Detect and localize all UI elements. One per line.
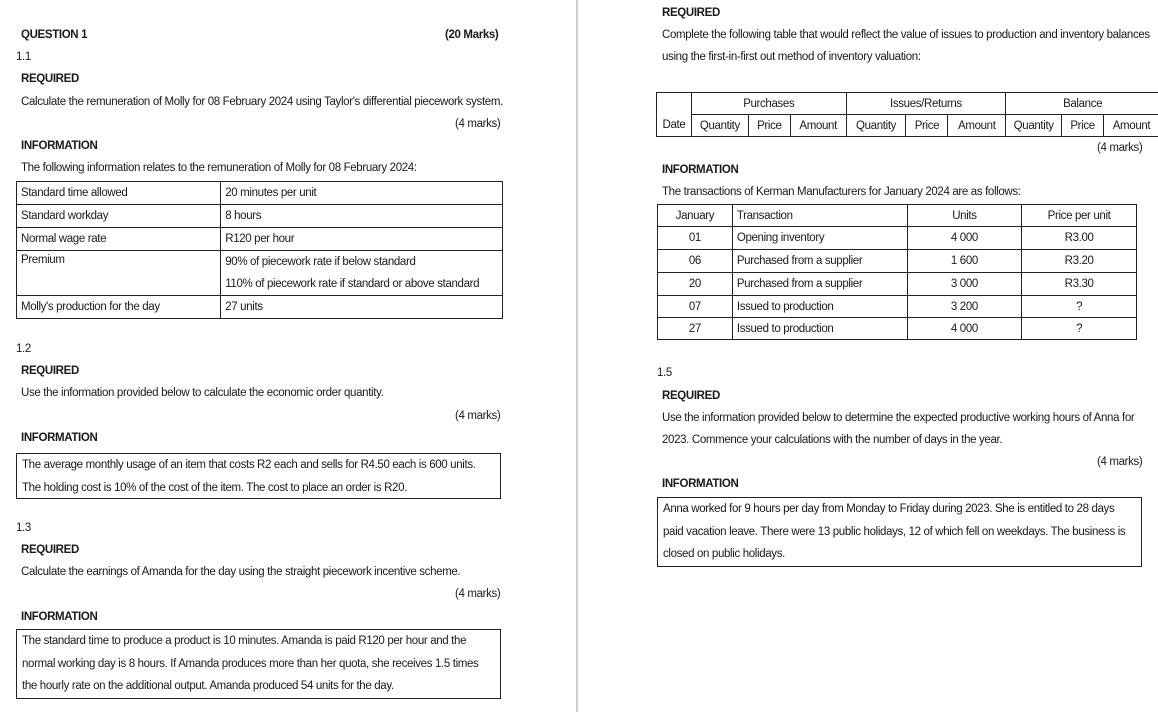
table-cell: Purchased from a supplier bbox=[732, 273, 907, 296]
table-cell: Issued to production bbox=[732, 318, 907, 340]
required-heading-1-2: REQUIRED bbox=[21, 365, 79, 377]
table-cell: 8 hours bbox=[221, 205, 503, 228]
table-cell: ? bbox=[1022, 318, 1137, 340]
marks-1-3: (4 marks) bbox=[455, 588, 501, 600]
required-heading-1-4: REQUIRED bbox=[662, 7, 720, 19]
section-number-1-2: 1.2 bbox=[16, 343, 31, 355]
table-row bbox=[657, 115, 1158, 137]
required-text-1-5-line1: Use the information provided below to determine the expected productive working hours of Anna for bbox=[662, 412, 1135, 424]
table-cell: Issued to production bbox=[732, 296, 907, 318]
info-heading-1-4: INFORMATION bbox=[662, 164, 739, 176]
table-cell: 3 000 bbox=[907, 273, 1022, 296]
required-heading-1-3: REQUIRED bbox=[21, 544, 79, 556]
table-cell: 20 bbox=[658, 273, 733, 296]
info-heading-1-3: INFORMATION bbox=[21, 611, 98, 623]
required-text-1-4-line2: using the first-in-first out method of inventory valuation: bbox=[662, 51, 921, 63]
table-row bbox=[17, 182, 503, 205]
required-text-1-3: Calculate the earnings of Amanda for the day using the straight piecework incentive scheme. bbox=[21, 566, 461, 578]
question-marks: (20 Marks) bbox=[445, 29, 499, 41]
table-row bbox=[17, 205, 503, 228]
table-row bbox=[658, 205, 1137, 227]
table-row bbox=[658, 250, 1137, 273]
table-cell: 20 minutes per unit bbox=[221, 182, 503, 205]
marks-1-5: (4 marks) bbox=[1097, 456, 1143, 468]
tx-header: Price per unit bbox=[1022, 205, 1137, 227]
marks-1-2: (4 marks) bbox=[455, 410, 501, 422]
required-text-1-5-line2: 2023. Commence your calculations with the number of days in the year. bbox=[662, 434, 1003, 446]
info-heading-1-2: INFORMATION bbox=[21, 432, 98, 444]
fifo-col-header: Quantity bbox=[691, 115, 748, 137]
amanda-info-box: The standard time to produce a product is 10 minutes. Amanda is paid R120 per hour and the normal working day is 8 hours. If Amanda produces more than her quota, she receives 1.5 times the hourly rate on the additional output. Amanda produced 54 units for the day. bbox=[16, 629, 501, 699]
required-text-1-1: Calculate the remuneration of Molly for 08 February 2024 using Taylor's differential piecework system. bbox=[21, 96, 503, 108]
table-cell: Purchased from a supplier bbox=[732, 250, 907, 273]
question-title: QUESTION 1 bbox=[21, 29, 88, 41]
required-heading-1-5: REQUIRED bbox=[662, 390, 720, 402]
required-text-1-2: Use the information provided below to calculate the economic order quantity. bbox=[21, 387, 384, 399]
table-cell: R3.00 bbox=[1022, 227, 1137, 250]
table-row bbox=[17, 296, 503, 319]
section-number-1-1: 1.1 bbox=[16, 51, 31, 63]
eoq-info-box: The average monthly usage of an item that costs R2 each and sells for R4.50 each is 600 units. The holding cost is 10% of the cost of the item. The cost to place an order is R20. bbox=[16, 453, 501, 499]
table-cell: 27 units bbox=[221, 296, 503, 319]
table-cell: Standard workday bbox=[17, 205, 221, 228]
fifo-group-header: Balance bbox=[1006, 93, 1158, 115]
table-cell: ? bbox=[1022, 296, 1137, 318]
table-cell: 06 bbox=[658, 250, 733, 273]
molly-info-table bbox=[16, 181, 503, 319]
table-cell: R3.20 bbox=[1022, 250, 1137, 273]
table-cell: 1 600 bbox=[907, 250, 1022, 273]
fifo-group-header: Purchases bbox=[691, 93, 846, 115]
table-row bbox=[658, 227, 1137, 250]
transactions-table bbox=[657, 204, 1137, 340]
info-text-1-1: The following information relates to the remuneration of Molly for 08 February 2024: bbox=[21, 162, 417, 174]
table-cell: Standard time allowed bbox=[17, 182, 221, 205]
table-row bbox=[658, 318, 1137, 340]
required-heading-1-1: REQUIRED bbox=[21, 73, 79, 85]
fifo-group-header: Issues/Returns bbox=[846, 93, 1006, 115]
table-cell: Molly's production for the day bbox=[17, 296, 221, 319]
required-text-1-4-line1: Complete the following table that would reflect the value of issues to production and inventory balances bbox=[662, 29, 1150, 41]
table-cell bbox=[657, 93, 692, 115]
table-row bbox=[17, 228, 503, 251]
fifo-col-header: Date bbox=[657, 115, 692, 137]
fifo-col-header: Amount bbox=[948, 115, 1006, 137]
fifo-col-header: Price bbox=[748, 115, 790, 137]
table-cell: 90% of piecework rate if below standard bbox=[221, 251, 503, 273]
fifo-col-header: Amount bbox=[790, 115, 846, 137]
info-heading-1-5: INFORMATION bbox=[662, 478, 739, 490]
table-cell: 3 200 bbox=[907, 296, 1022, 318]
table-cell: 110% of piecework rate if standard or above standard bbox=[221, 273, 503, 296]
marks-1-4: (4 marks) bbox=[1097, 142, 1143, 154]
table-cell: 4 000 bbox=[907, 227, 1022, 250]
tx-header: Units bbox=[907, 205, 1022, 227]
fifo-col-header: Quantity bbox=[846, 115, 906, 137]
table-cell: Opening inventory bbox=[732, 227, 907, 250]
table-cell: 01 bbox=[658, 227, 733, 250]
info-text-1-4: The transactions of Kerman Manufacturers for January 2024 are as follows: bbox=[662, 186, 1021, 198]
table-cell: 07 bbox=[658, 296, 733, 318]
info-heading-1-1: INFORMATION bbox=[21, 140, 98, 152]
table-row bbox=[658, 296, 1137, 318]
table-row bbox=[17, 251, 503, 273]
fifo-table bbox=[656, 92, 1158, 137]
fifo-col-header: Amount bbox=[1104, 115, 1158, 137]
table-cell: Normal wage rate bbox=[17, 228, 221, 251]
tx-header: January bbox=[658, 205, 733, 227]
table-cell: R120 per hour bbox=[221, 228, 503, 251]
fifo-col-header: Quantity bbox=[1006, 115, 1062, 137]
section-number-1-5: 1.5 bbox=[657, 367, 672, 379]
marks-1-1: (4 marks) bbox=[455, 118, 501, 130]
table-row bbox=[657, 93, 1158, 115]
fifo-col-header: Price bbox=[906, 115, 948, 137]
tx-header: Transaction bbox=[732, 205, 907, 227]
table-cell: R3.30 bbox=[1022, 273, 1137, 296]
table-cell: Premium bbox=[17, 251, 221, 296]
page-divider bbox=[576, 0, 578, 712]
section-number-1-3: 1.3 bbox=[16, 522, 31, 534]
table-cell: 27 bbox=[658, 318, 733, 340]
table-cell: 4 000 bbox=[907, 318, 1022, 340]
fifo-col-header: Price bbox=[1062, 115, 1104, 137]
table-row bbox=[658, 273, 1137, 296]
anna-info-box: Anna worked for 9 hours per day from Monday to Friday during 2023. She is entitled to 28 days paid vacation leave. There were 13 public holidays, 12 of which fell on weekdays. The business is closed on public holidays. bbox=[657, 497, 1142, 567]
